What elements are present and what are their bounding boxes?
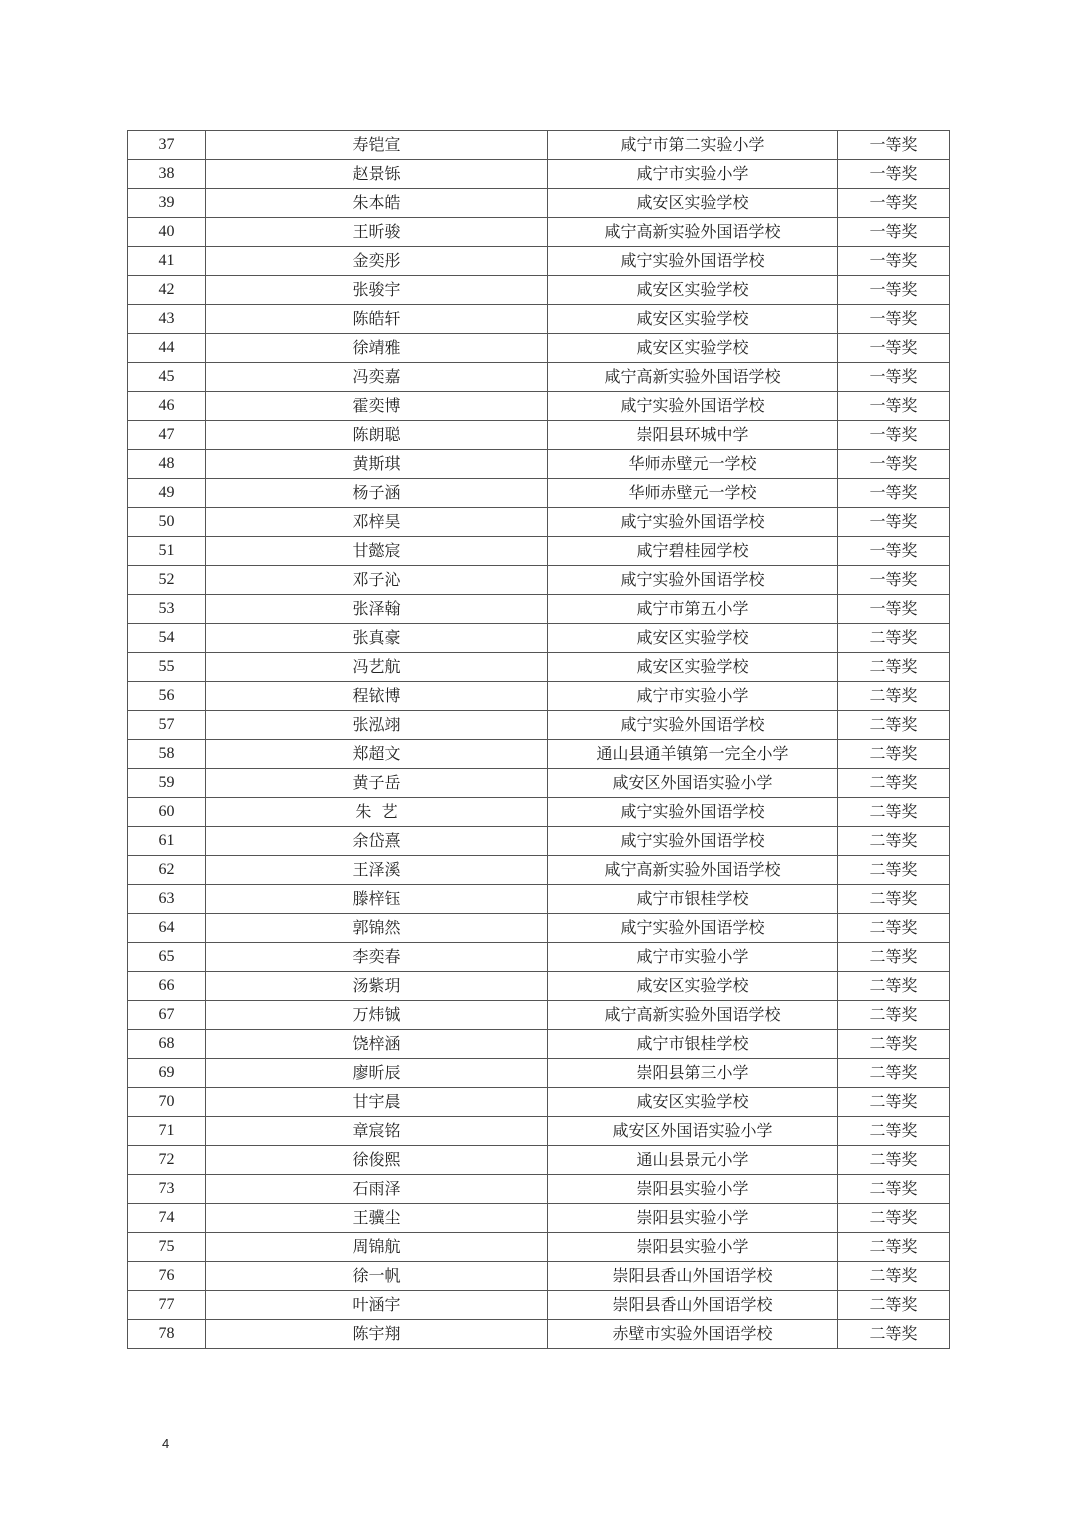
- name-cell: 饶梓涵: [206, 1030, 548, 1059]
- school-cell: 崇阳县香山外国语学校: [548, 1291, 838, 1320]
- school-cell: 通山县景元小学: [548, 1146, 838, 1175]
- award-cell: 二等奖: [838, 740, 950, 769]
- school-cell: 咸宁实验外国语学校: [548, 711, 838, 740]
- school-cell: 咸安区实验学校: [548, 276, 838, 305]
- award-cell: 一等奖: [838, 334, 950, 363]
- school-cell: 咸宁实验外国语学校: [548, 914, 838, 943]
- name-cell: 石雨泽: [206, 1175, 548, 1204]
- school-cell: 咸安区实验学校: [548, 624, 838, 653]
- award-cell: 一等奖: [838, 450, 950, 479]
- school-cell: 咸宁实验外国语学校: [548, 827, 838, 856]
- award-cell: 二等奖: [838, 624, 950, 653]
- table-row: [128, 827, 950, 856]
- table-row: [128, 1059, 950, 1088]
- award-cell: 二等奖: [838, 914, 950, 943]
- school-cell: 咸安区实验学校: [548, 334, 838, 363]
- name-cell: 朱本皓: [206, 189, 548, 218]
- row-number-cell: 66: [128, 972, 206, 1001]
- table-row: [128, 305, 950, 334]
- school-cell: 咸宁市第二实验小学: [548, 131, 838, 160]
- table-row: [128, 1146, 950, 1175]
- school-cell: 崇阳县实验小学: [548, 1233, 838, 1262]
- name-cell: 廖昕辰: [206, 1059, 548, 1088]
- table-row: [128, 334, 950, 363]
- row-number-cell: 77: [128, 1291, 206, 1320]
- school-cell: 咸安区外国语实验小学: [548, 769, 838, 798]
- row-number-cell: 78: [128, 1320, 206, 1349]
- school-cell: 咸安区实验学校: [548, 1088, 838, 1117]
- name-cell: 朱 艺: [206, 798, 548, 827]
- award-cell: 二等奖: [838, 943, 950, 972]
- row-number-cell: 61: [128, 827, 206, 856]
- award-cell: 二等奖: [838, 885, 950, 914]
- award-cell: 一等奖: [838, 392, 950, 421]
- row-number-cell: 44: [128, 334, 206, 363]
- row-number-cell: 50: [128, 508, 206, 537]
- row-number-cell: 53: [128, 595, 206, 624]
- award-cell: 二等奖: [838, 1291, 950, 1320]
- name-cell: 陈皓轩: [206, 305, 548, 334]
- school-cell: 华师赤壁元一学校: [548, 479, 838, 508]
- school-cell: 咸宁碧桂园学校: [548, 537, 838, 566]
- table-row: [128, 160, 950, 189]
- award-cell: 二等奖: [838, 711, 950, 740]
- school-cell: 咸宁高新实验外国语学校: [548, 218, 838, 247]
- row-number-cell: 48: [128, 450, 206, 479]
- award-cell: 一等奖: [838, 160, 950, 189]
- row-number-cell: 56: [128, 682, 206, 711]
- school-cell: 咸宁高新实验外国语学校: [548, 856, 838, 885]
- school-cell: 华师赤壁元一学校: [548, 450, 838, 479]
- school-cell: 咸宁实验外国语学校: [548, 392, 838, 421]
- table-row: [128, 1088, 950, 1117]
- row-number-cell: 71: [128, 1117, 206, 1146]
- name-cell: 汤紫玥: [206, 972, 548, 1001]
- table-row: [128, 624, 950, 653]
- school-cell: 咸宁市银桂学校: [548, 885, 838, 914]
- award-cell: 一等奖: [838, 508, 950, 537]
- table-row: [128, 798, 950, 827]
- award-cell: 一等奖: [838, 189, 950, 218]
- page-number: 4: [162, 1436, 170, 1451]
- name-cell: 徐靖雅: [206, 334, 548, 363]
- table-row: [128, 479, 950, 508]
- award-cell: 一等奖: [838, 363, 950, 392]
- row-number-cell: 70: [128, 1088, 206, 1117]
- table-row: [128, 943, 950, 972]
- name-cell: 王昕骏: [206, 218, 548, 247]
- table-row: [128, 218, 950, 247]
- name-cell: 郑超文: [206, 740, 548, 769]
- school-cell: 咸安区实验学校: [548, 653, 838, 682]
- name-cell: 滕梓钰: [206, 885, 548, 914]
- row-number-cell: 55: [128, 653, 206, 682]
- table-row: [128, 1291, 950, 1320]
- name-cell: 郭锦然: [206, 914, 548, 943]
- row-number-cell: 63: [128, 885, 206, 914]
- table-row: [128, 1117, 950, 1146]
- table-row: [128, 1175, 950, 1204]
- row-number-cell: 40: [128, 218, 206, 247]
- row-number-cell: 39: [128, 189, 206, 218]
- school-cell: 咸宁实验外国语学校: [548, 798, 838, 827]
- row-number-cell: 67: [128, 1001, 206, 1030]
- table-row: [128, 1320, 950, 1349]
- table-row: [128, 508, 950, 537]
- school-cell: 咸宁市银桂学校: [548, 1030, 838, 1059]
- school-cell: 咸宁市实验小学: [548, 160, 838, 189]
- award-cell: 一等奖: [838, 276, 950, 305]
- row-number-cell: 69: [128, 1059, 206, 1088]
- table-row: [128, 653, 950, 682]
- table-row: [128, 421, 950, 450]
- name-cell: 张泽翰: [206, 595, 548, 624]
- award-cell: 一等奖: [838, 247, 950, 276]
- row-number-cell: 65: [128, 943, 206, 972]
- name-cell: 邓梓昊: [206, 508, 548, 537]
- school-cell: 崇阳县第三小学: [548, 1059, 838, 1088]
- table-row: [128, 566, 950, 595]
- name-cell: 万炜铖: [206, 1001, 548, 1030]
- table-row: [128, 1030, 950, 1059]
- school-cell: 崇阳县环城中学: [548, 421, 838, 450]
- name-cell: 黄斯琪: [206, 450, 548, 479]
- table-row: [128, 769, 950, 798]
- name-cell: 甘宇晨: [206, 1088, 548, 1117]
- name-cell: 霍奕博: [206, 392, 548, 421]
- school-cell: 崇阳县香山外国语学校: [548, 1262, 838, 1291]
- school-cell: 咸宁实验外国语学校: [548, 566, 838, 595]
- row-number-cell: 52: [128, 566, 206, 595]
- name-cell: 陈宇翔: [206, 1320, 548, 1349]
- school-cell: 咸安区实验学校: [548, 305, 838, 334]
- table-row: [128, 682, 950, 711]
- school-cell: 通山县通羊镇第一完全小学: [548, 740, 838, 769]
- name-cell: 赵景铄: [206, 160, 548, 189]
- table-row: [128, 856, 950, 885]
- award-table: [127, 130, 950, 1349]
- row-number-cell: 54: [128, 624, 206, 653]
- award-cell: 一等奖: [838, 566, 950, 595]
- row-number-cell: 38: [128, 160, 206, 189]
- award-cell: 二等奖: [838, 653, 950, 682]
- school-cell: 咸宁高新实验外国语学校: [548, 363, 838, 392]
- award-cell: 一等奖: [838, 131, 950, 160]
- award-cell: 二等奖: [838, 1059, 950, 1088]
- school-cell: 咸宁市第五小学: [548, 595, 838, 624]
- award-cell: 二等奖: [838, 1030, 950, 1059]
- school-cell: 咸宁实验外国语学校: [548, 247, 838, 276]
- award-table-body: [128, 131, 950, 1349]
- school-cell: 咸安区外国语实验小学: [548, 1117, 838, 1146]
- row-number-cell: 42: [128, 276, 206, 305]
- row-number-cell: 43: [128, 305, 206, 334]
- award-cell: 二等奖: [838, 972, 950, 1001]
- school-cell: 咸宁高新实验外国语学校: [548, 1001, 838, 1030]
- school-cell: 咸安区实验学校: [548, 972, 838, 1001]
- award-cell: 二等奖: [838, 1233, 950, 1262]
- name-cell: 甘懿宸: [206, 537, 548, 566]
- name-cell: 金奕彤: [206, 247, 548, 276]
- row-number-cell: 41: [128, 247, 206, 276]
- row-number-cell: 59: [128, 769, 206, 798]
- name-cell: 徐一帆: [206, 1262, 548, 1291]
- table-row: [128, 276, 950, 305]
- school-cell: 崇阳县实验小学: [548, 1204, 838, 1233]
- row-number-cell: 74: [128, 1204, 206, 1233]
- name-cell: 程铱博: [206, 682, 548, 711]
- row-number-cell: 45: [128, 363, 206, 392]
- name-cell: 章宸铭: [206, 1117, 548, 1146]
- award-cell: 二等奖: [838, 1262, 950, 1291]
- row-number-cell: 51: [128, 537, 206, 566]
- row-number-cell: 75: [128, 1233, 206, 1262]
- school-cell: 咸宁实验外国语学校: [548, 508, 838, 537]
- school-cell: 咸安区实验学校: [548, 189, 838, 218]
- award-cell: 二等奖: [838, 1204, 950, 1233]
- row-number-cell: 62: [128, 856, 206, 885]
- row-number-cell: 73: [128, 1175, 206, 1204]
- award-cell: 二等奖: [838, 769, 950, 798]
- row-number-cell: 72: [128, 1146, 206, 1175]
- table-row: [128, 885, 950, 914]
- table-row: [128, 1204, 950, 1233]
- table-row: [128, 1262, 950, 1291]
- table-row: [128, 131, 950, 160]
- table-row: [128, 1233, 950, 1262]
- name-cell: 余岱熹: [206, 827, 548, 856]
- table-row: [128, 247, 950, 276]
- name-cell: 陈朗聪: [206, 421, 548, 450]
- award-cell: 二等奖: [838, 827, 950, 856]
- award-cell: 二等奖: [838, 1001, 950, 1030]
- name-cell: 冯奕嘉: [206, 363, 548, 392]
- row-number-cell: 37: [128, 131, 206, 160]
- name-cell: 邓子沁: [206, 566, 548, 595]
- name-cell: 寿铠宣: [206, 131, 548, 160]
- name-cell: 张真豪: [206, 624, 548, 653]
- table-row: [128, 914, 950, 943]
- name-cell: 徐俊熙: [206, 1146, 548, 1175]
- row-number-cell: 60: [128, 798, 206, 827]
- table-row: [128, 363, 950, 392]
- award-cell: 二等奖: [838, 1320, 950, 1349]
- award-cell: 二等奖: [838, 1117, 950, 1146]
- table-row: [128, 392, 950, 421]
- school-cell: 崇阳县实验小学: [548, 1175, 838, 1204]
- row-number-cell: 68: [128, 1030, 206, 1059]
- name-cell: 杨子涵: [206, 479, 548, 508]
- name-cell: 张泓翊: [206, 711, 548, 740]
- award-cell: 二等奖: [838, 1088, 950, 1117]
- award-cell: 一等奖: [838, 421, 950, 450]
- row-number-cell: 47: [128, 421, 206, 450]
- award-cell: 二等奖: [838, 682, 950, 711]
- school-cell: 赤壁市实验外国语学校: [548, 1320, 838, 1349]
- table-row: [128, 711, 950, 740]
- name-cell: 王泽溪: [206, 856, 548, 885]
- table-row: [128, 450, 950, 479]
- award-cell: 一等奖: [838, 218, 950, 247]
- award-cell: 二等奖: [838, 1146, 950, 1175]
- award-cell: 一等奖: [838, 305, 950, 334]
- row-number-cell: 76: [128, 1262, 206, 1291]
- table-row: [128, 972, 950, 1001]
- table-row: [128, 595, 950, 624]
- award-cell: 一等奖: [838, 595, 950, 624]
- name-cell: 叶涵宇: [206, 1291, 548, 1320]
- name-cell: 李奕春: [206, 943, 548, 972]
- name-cell: 冯艺航: [206, 653, 548, 682]
- award-cell: 一等奖: [838, 479, 950, 508]
- name-cell: 周锦航: [206, 1233, 548, 1262]
- table-row: [128, 189, 950, 218]
- table-row: [128, 740, 950, 769]
- row-number-cell: 49: [128, 479, 206, 508]
- award-cell: 二等奖: [838, 798, 950, 827]
- school-cell: 咸宁市实验小学: [548, 682, 838, 711]
- name-cell: 王骥尘: [206, 1204, 548, 1233]
- award-cell: 二等奖: [838, 1175, 950, 1204]
- row-number-cell: 46: [128, 392, 206, 421]
- award-cell: 二等奖: [838, 856, 950, 885]
- row-number-cell: 58: [128, 740, 206, 769]
- school-cell: 咸宁市实验小学: [548, 943, 838, 972]
- name-cell: 黄子岳: [206, 769, 548, 798]
- award-cell: 一等奖: [838, 537, 950, 566]
- table-row: [128, 1001, 950, 1030]
- row-number-cell: 64: [128, 914, 206, 943]
- table-row: [128, 537, 950, 566]
- name-cell: 张骏宇: [206, 276, 548, 305]
- row-number-cell: 57: [128, 711, 206, 740]
